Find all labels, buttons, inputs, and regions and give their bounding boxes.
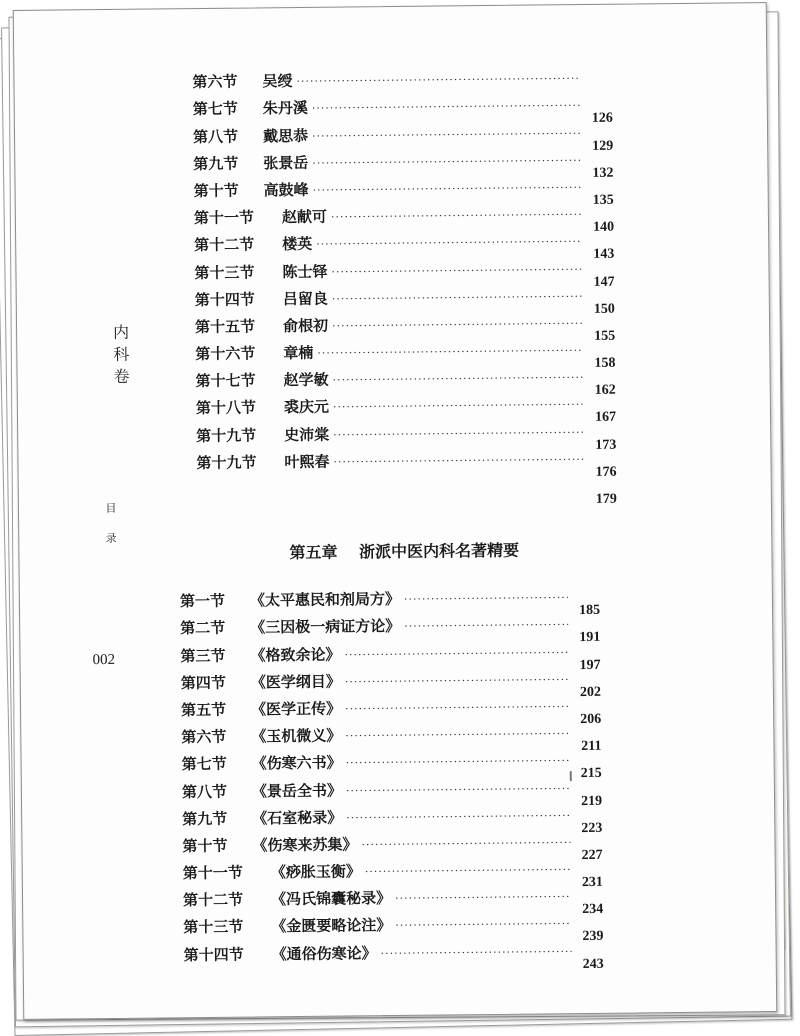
section-title: 高鼓峰 — [264, 179, 309, 200]
dot-leader — [344, 646, 568, 664]
section-number: 第十四节 — [195, 288, 275, 310]
toc-entry — [181, 743, 601, 775]
section-title: 戴思恭 — [263, 124, 308, 145]
toc-entry — [180, 634, 600, 666]
toc-entry — [181, 689, 601, 721]
dot-leader — [345, 673, 569, 691]
section-title: 《格致余论》 — [250, 643, 340, 665]
page-ref: 132 — [585, 165, 613, 181]
dot-leader — [333, 398, 584, 417]
dot-leader — [332, 317, 583, 336]
volume-char: 内 — [109, 322, 133, 344]
section-title: 《通俗伤寒论》 — [272, 942, 377, 964]
toc-entry — [193, 115, 613, 147]
page-ref: 202 — [573, 685, 601, 701]
section-number: 第十九节 — [196, 424, 276, 446]
section-title: 俞根初 — [283, 315, 328, 336]
toc-entry — [194, 197, 614, 229]
print-speck — [570, 771, 572, 781]
section-title: 《三因极一病证方论》 — [250, 615, 400, 638]
toc-entry — [194, 224, 614, 256]
dot-leader — [395, 918, 571, 936]
section-number: 第十三节 — [194, 261, 274, 283]
section-title: 《伤寒来苏集》 — [252, 833, 357, 855]
page-ref: 211 — [573, 739, 601, 755]
toc-entry — [193, 88, 613, 120]
toc-entry — [196, 414, 616, 446]
dot-leader — [381, 945, 572, 963]
section-title: 章楠 — [283, 342, 313, 363]
toc-entry — [183, 933, 603, 965]
section-title: 《痧胀玉衡》 — [271, 860, 361, 882]
toc-char: 目 — [101, 494, 121, 524]
dot-leader — [404, 619, 568, 637]
section-number: 第六节 — [181, 726, 243, 748]
page-ref: 129 — [585, 138, 613, 154]
dot-leader — [312, 127, 581, 146]
toc-entry — [196, 387, 616, 419]
toc-entry — [182, 770, 602, 802]
section-number: 第二节 — [180, 617, 242, 639]
chapter-title: 浙派中医内科名著精要 — [359, 541, 519, 562]
page-ref: 173 — [588, 437, 616, 453]
page-ref: 143 — [586, 247, 614, 263]
toc-entry — [183, 879, 603, 911]
section-title: 《太平惠民和剂局方》 — [250, 588, 400, 611]
dot-leader — [316, 235, 582, 254]
dot-leader — [331, 263, 582, 282]
section-number: 第三节 — [180, 644, 242, 666]
section-title: 《玉机微义》 — [251, 725, 341, 747]
toc-entry — [193, 169, 613, 201]
toc-list-chapter4-tail — [192, 61, 617, 500]
page-ref: 147 — [587, 274, 615, 290]
volume-char: 卷 — [109, 366, 133, 388]
section-title: 《景岳全书》 — [252, 779, 342, 801]
page-ref: 227 — [575, 848, 603, 864]
dot-leader — [317, 344, 583, 363]
dot-leader — [346, 809, 570, 827]
toc-entry — [180, 580, 600, 612]
page-ref: 140 — [586, 220, 614, 236]
section-title: 楼英 — [282, 233, 312, 254]
volume-label — [109, 322, 134, 388]
section-title: 《冯氏锦囊秘录》 — [271, 887, 391, 909]
toc-entry — [181, 716, 601, 748]
toc-entry — [194, 251, 614, 283]
dot-leader — [345, 700, 569, 718]
page-ref: 234 — [575, 902, 603, 918]
page-ref: 135 — [586, 193, 614, 209]
dot-leader — [346, 754, 570, 772]
toc-entry — [195, 305, 615, 337]
section-number: 第十二节 — [194, 234, 274, 256]
volume-char: 科 — [109, 344, 133, 366]
toc-entry — [182, 825, 602, 857]
page-ref: 191 — [572, 630, 600, 646]
page-ref: 243 — [576, 956, 604, 972]
page-ref: 231 — [575, 875, 603, 891]
toc-entry — [197, 468, 617, 500]
toc-char: 录 — [101, 524, 121, 554]
page-ref: 197 — [573, 657, 601, 673]
dot-leader — [346, 782, 570, 800]
page-ref: 179 — [589, 492, 617, 508]
section-number: 第十四节 — [184, 943, 264, 965]
dot-leader — [365, 863, 571, 881]
section-number: 第一节 — [180, 590, 242, 612]
section-number: 第十节 — [194, 179, 256, 201]
section-title: 《医学正传》 — [251, 698, 341, 720]
dot-leader — [331, 208, 582, 227]
section-number: 第七节 — [182, 753, 244, 775]
toc-entry — [180, 607, 600, 639]
section-title: 陈士铎 — [282, 260, 327, 281]
page-ref: 219 — [574, 793, 602, 809]
toc-entry — [195, 360, 615, 392]
dot-leader — [312, 154, 581, 173]
section-number: 第八节 — [182, 780, 244, 802]
section-number: 第十一节 — [183, 861, 263, 883]
section-number: 第十一节 — [194, 206, 274, 228]
page-ref: 167 — [588, 410, 616, 426]
section-number: 第七节 — [193, 98, 255, 120]
section-number — [197, 499, 259, 500]
toc-page — [13, 2, 778, 1020]
section-title: 张景岳 — [263, 152, 308, 173]
page-ref: 158 — [587, 356, 615, 372]
dot-leader — [296, 72, 580, 91]
section-number: 第十二节 — [183, 889, 263, 911]
toc-entry — [183, 852, 603, 884]
page-ref: 162 — [588, 383, 616, 399]
page-ref: 155 — [587, 329, 615, 345]
toc-entry — [196, 441, 616, 473]
page-ref: 223 — [574, 821, 602, 837]
section-title: 《医学纲目》 — [251, 670, 341, 692]
section-number: 第十九节 — [196, 451, 276, 473]
page-number: 002 — [92, 652, 115, 669]
page-ref: 215 — [574, 766, 602, 782]
toc-list-chapter5 — [180, 580, 604, 965]
dot-leader — [361, 836, 570, 854]
chapter-heading — [289, 538, 519, 563]
toc-entry — [193, 142, 613, 174]
dot-leader — [333, 453, 584, 472]
section-number: 第四节 — [181, 671, 243, 693]
dot-leader — [345, 727, 569, 745]
dot-leader — [313, 181, 582, 200]
section-title: 叶熙春 — [284, 450, 329, 471]
dot-leader — [404, 591, 568, 609]
page-ref: 185 — [572, 603, 600, 619]
section-number: 第五节 — [181, 699, 243, 721]
toc-entry — [192, 61, 612, 93]
chapter-number: 第五章 — [289, 543, 337, 563]
toc-entry — [195, 333, 615, 365]
page-ref: 239 — [575, 929, 603, 945]
page-ref: 150 — [587, 301, 615, 317]
section-title: 赵学敏 — [284, 369, 329, 390]
dot-leader — [333, 371, 584, 390]
section-number: 第十三节 — [183, 916, 263, 938]
toc-entry — [181, 661, 601, 693]
section-number: 第十六节 — [195, 342, 275, 364]
section-title: 史沛棠 — [284, 423, 329, 444]
toc-entry — [183, 906, 603, 938]
dot-leader — [332, 290, 583, 309]
dot-leader — [395, 890, 571, 908]
section-number: 第六节 — [192, 71, 254, 93]
section-number: 第九节 — [182, 807, 244, 829]
section-title: 吴绶 — [262, 70, 292, 91]
toc-entry — [195, 278, 615, 310]
page-ref: 206 — [573, 712, 601, 728]
section-title: 赵献可 — [282, 206, 327, 227]
section-title: 《金匮要略论注》 — [271, 914, 391, 936]
section-title: 《石室秘录》 — [252, 806, 342, 828]
section-number: 第十五节 — [195, 315, 275, 337]
section-number: 第八节 — [193, 125, 255, 147]
section-number: 第十节 — [182, 834, 244, 856]
section-title: 《伤寒六书》 — [252, 752, 342, 774]
section-number: 第十八节 — [196, 397, 276, 419]
toc-entry — [182, 797, 602, 829]
page-ref: 176 — [589, 464, 617, 480]
dot-leader — [333, 426, 584, 445]
section-number: 第十七节 — [196, 369, 276, 391]
toc-label — [101, 494, 122, 554]
dot-leader — [312, 99, 581, 118]
section-title: 吕留良 — [283, 287, 328, 308]
section-title: 朱丹溪 — [263, 97, 308, 118]
section-title: 裘庆元 — [284, 396, 329, 417]
page-ref: 126 — [585, 111, 613, 127]
section-number: 第九节 — [193, 152, 255, 174]
